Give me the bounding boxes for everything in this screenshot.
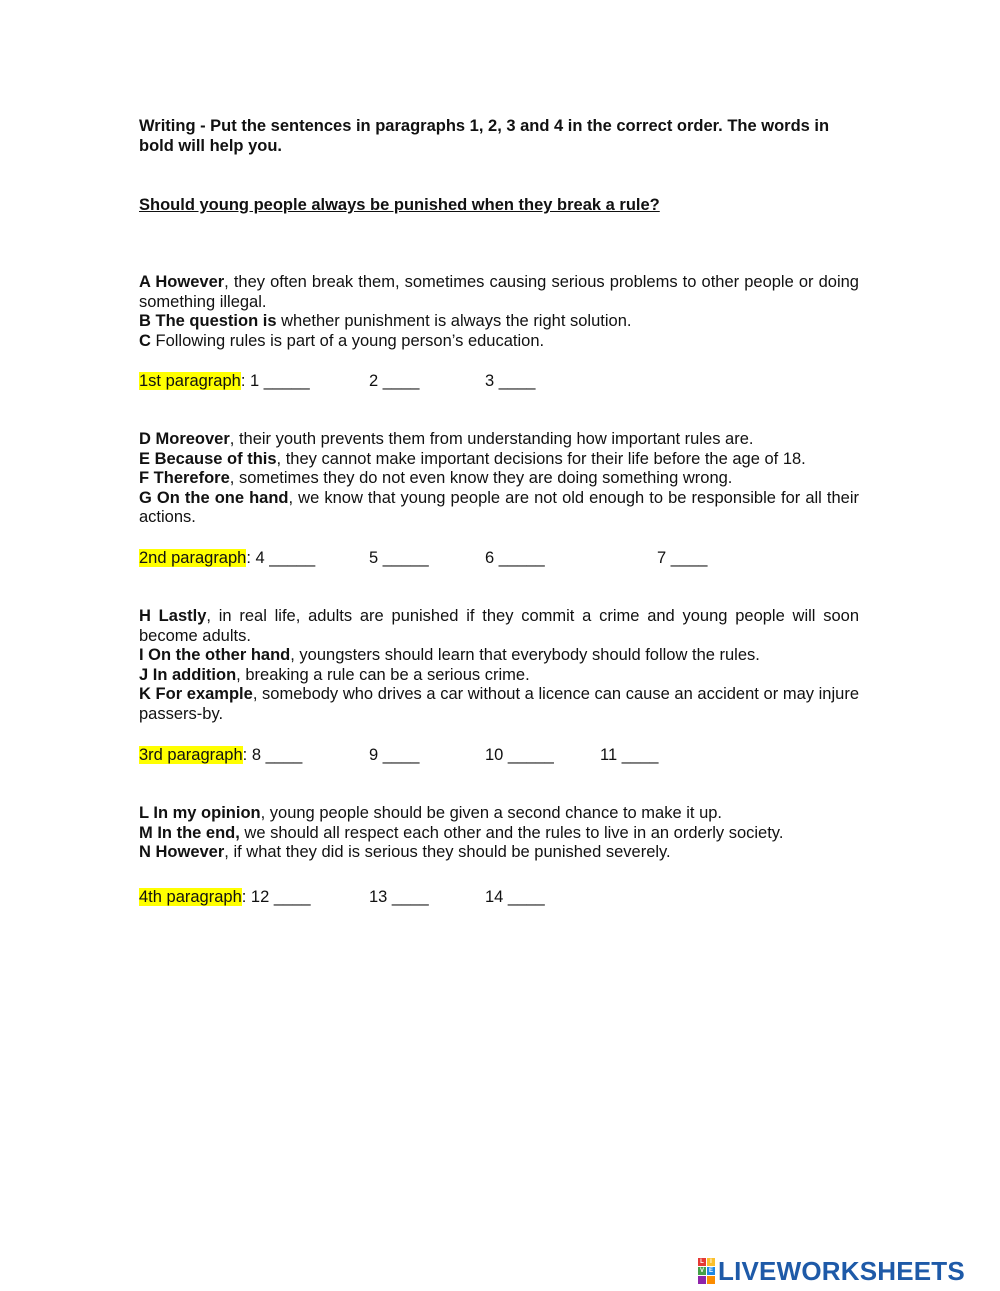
sentence-j: J In addition, breaking a rule can be a serious crime. — [139, 665, 530, 684]
paragraph-label: 1st paragraph — [139, 372, 241, 390]
sentence-l: L In my opinion, young people should be given a second chance to make it up. — [139, 804, 723, 822]
sentence-i: I On the other hand, youngsters should learn that everybody should follow the rules. — [139, 646, 760, 665]
sentence-n: N However, if what they did is serious they should be punished severely. — [139, 843, 671, 862]
sentence-f: F Therefore, sometimes they do not even know they are doing something wrong. — [139, 469, 733, 488]
sentence-c: C Following rules is part of a young person’s education. — [139, 331, 545, 350]
paragraph-1-sentences — [139, 273, 859, 351]
paragraph-3-answer-line — [139, 745, 659, 765]
paragraph-label: 4th paragraph — [139, 888, 242, 906]
answer-slot[interactable]: 5 _____ — [369, 549, 429, 567]
paragraph-2-sentences — [139, 430, 859, 528]
liveworksheets-logo — [698, 1256, 965, 1286]
logo-text: LIVEWORKSHEETS — [718, 1255, 965, 1286]
paragraph-2-answer-line — [139, 548, 708, 568]
paragraph-label: 2nd paragraph — [139, 549, 247, 567]
sentence-d: D Moreover, their youth prevents them from understanding how important rules are. — [139, 430, 754, 448]
answer-slot[interactable]: 14 ____ — [485, 888, 545, 906]
answer-slot[interactable]: 13 ____ — [369, 888, 429, 906]
sentence-a: A However, they often break them, sometimes causing serious problems to other people or doing something illegal. — [139, 273, 859, 311]
sentence-m: M In the end, we should all respect each other and the rules to live in an orderly society. — [139, 823, 784, 842]
answer-slot[interactable]: 11 ____ — [600, 746, 659, 764]
answer-slot[interactable]: : 1 _____ — [240, 372, 310, 390]
instructions: Writing - Put the sentences in paragraphs 1, 2, 3 and 4 in the correct order. The words in bold will help you. — [139, 117, 830, 155]
answer-slot[interactable]: : 12 ____ — [241, 888, 311, 906]
answer-slot[interactable]: 9 ____ — [369, 746, 420, 764]
answer-slot[interactable]: 7 ____ — [657, 549, 708, 567]
paragraph-label: 3rd paragraph — [139, 746, 243, 764]
paragraph-4-answer-line — [139, 887, 545, 907]
answer-slot[interactable]: 10 _____ — [485, 746, 554, 764]
sentence-k: K For example, somebody who drives a car without a licence can cause an accident or may injure passers-by. — [139, 685, 859, 723]
answer-slot[interactable]: 3 ____ — [485, 372, 536, 390]
sentence-h: H Lastly, in real life, adults are punished if they commit a crime and young people will soon become adults. — [139, 607, 859, 645]
answer-slot[interactable]: : 4 _____ — [246, 549, 316, 567]
answer-slot[interactable]: : 8 ____ — [242, 746, 303, 764]
sentence-e: E Because of this, they cannot make important decisions for their life before the age of 18. — [139, 449, 806, 468]
logo-mark-icon: L I V E — [698, 1258, 715, 1284]
sentence-b: B The question is whether punishment is always the right solution. — [139, 312, 632, 331]
answer-slot[interactable]: 6 _____ — [485, 549, 545, 567]
answer-slot[interactable]: 2 ____ — [369, 372, 420, 390]
paragraph-4-sentences — [139, 804, 859, 863]
paragraph-3-sentences — [139, 607, 859, 725]
paragraph-1-answer-line — [139, 371, 536, 391]
sentence-g: G On the one hand, we know that young people are not old enough to be responsible for all their actions. — [139, 488, 859, 527]
essay-title: Should young people always be punished when they break a rule? — [139, 196, 660, 214]
